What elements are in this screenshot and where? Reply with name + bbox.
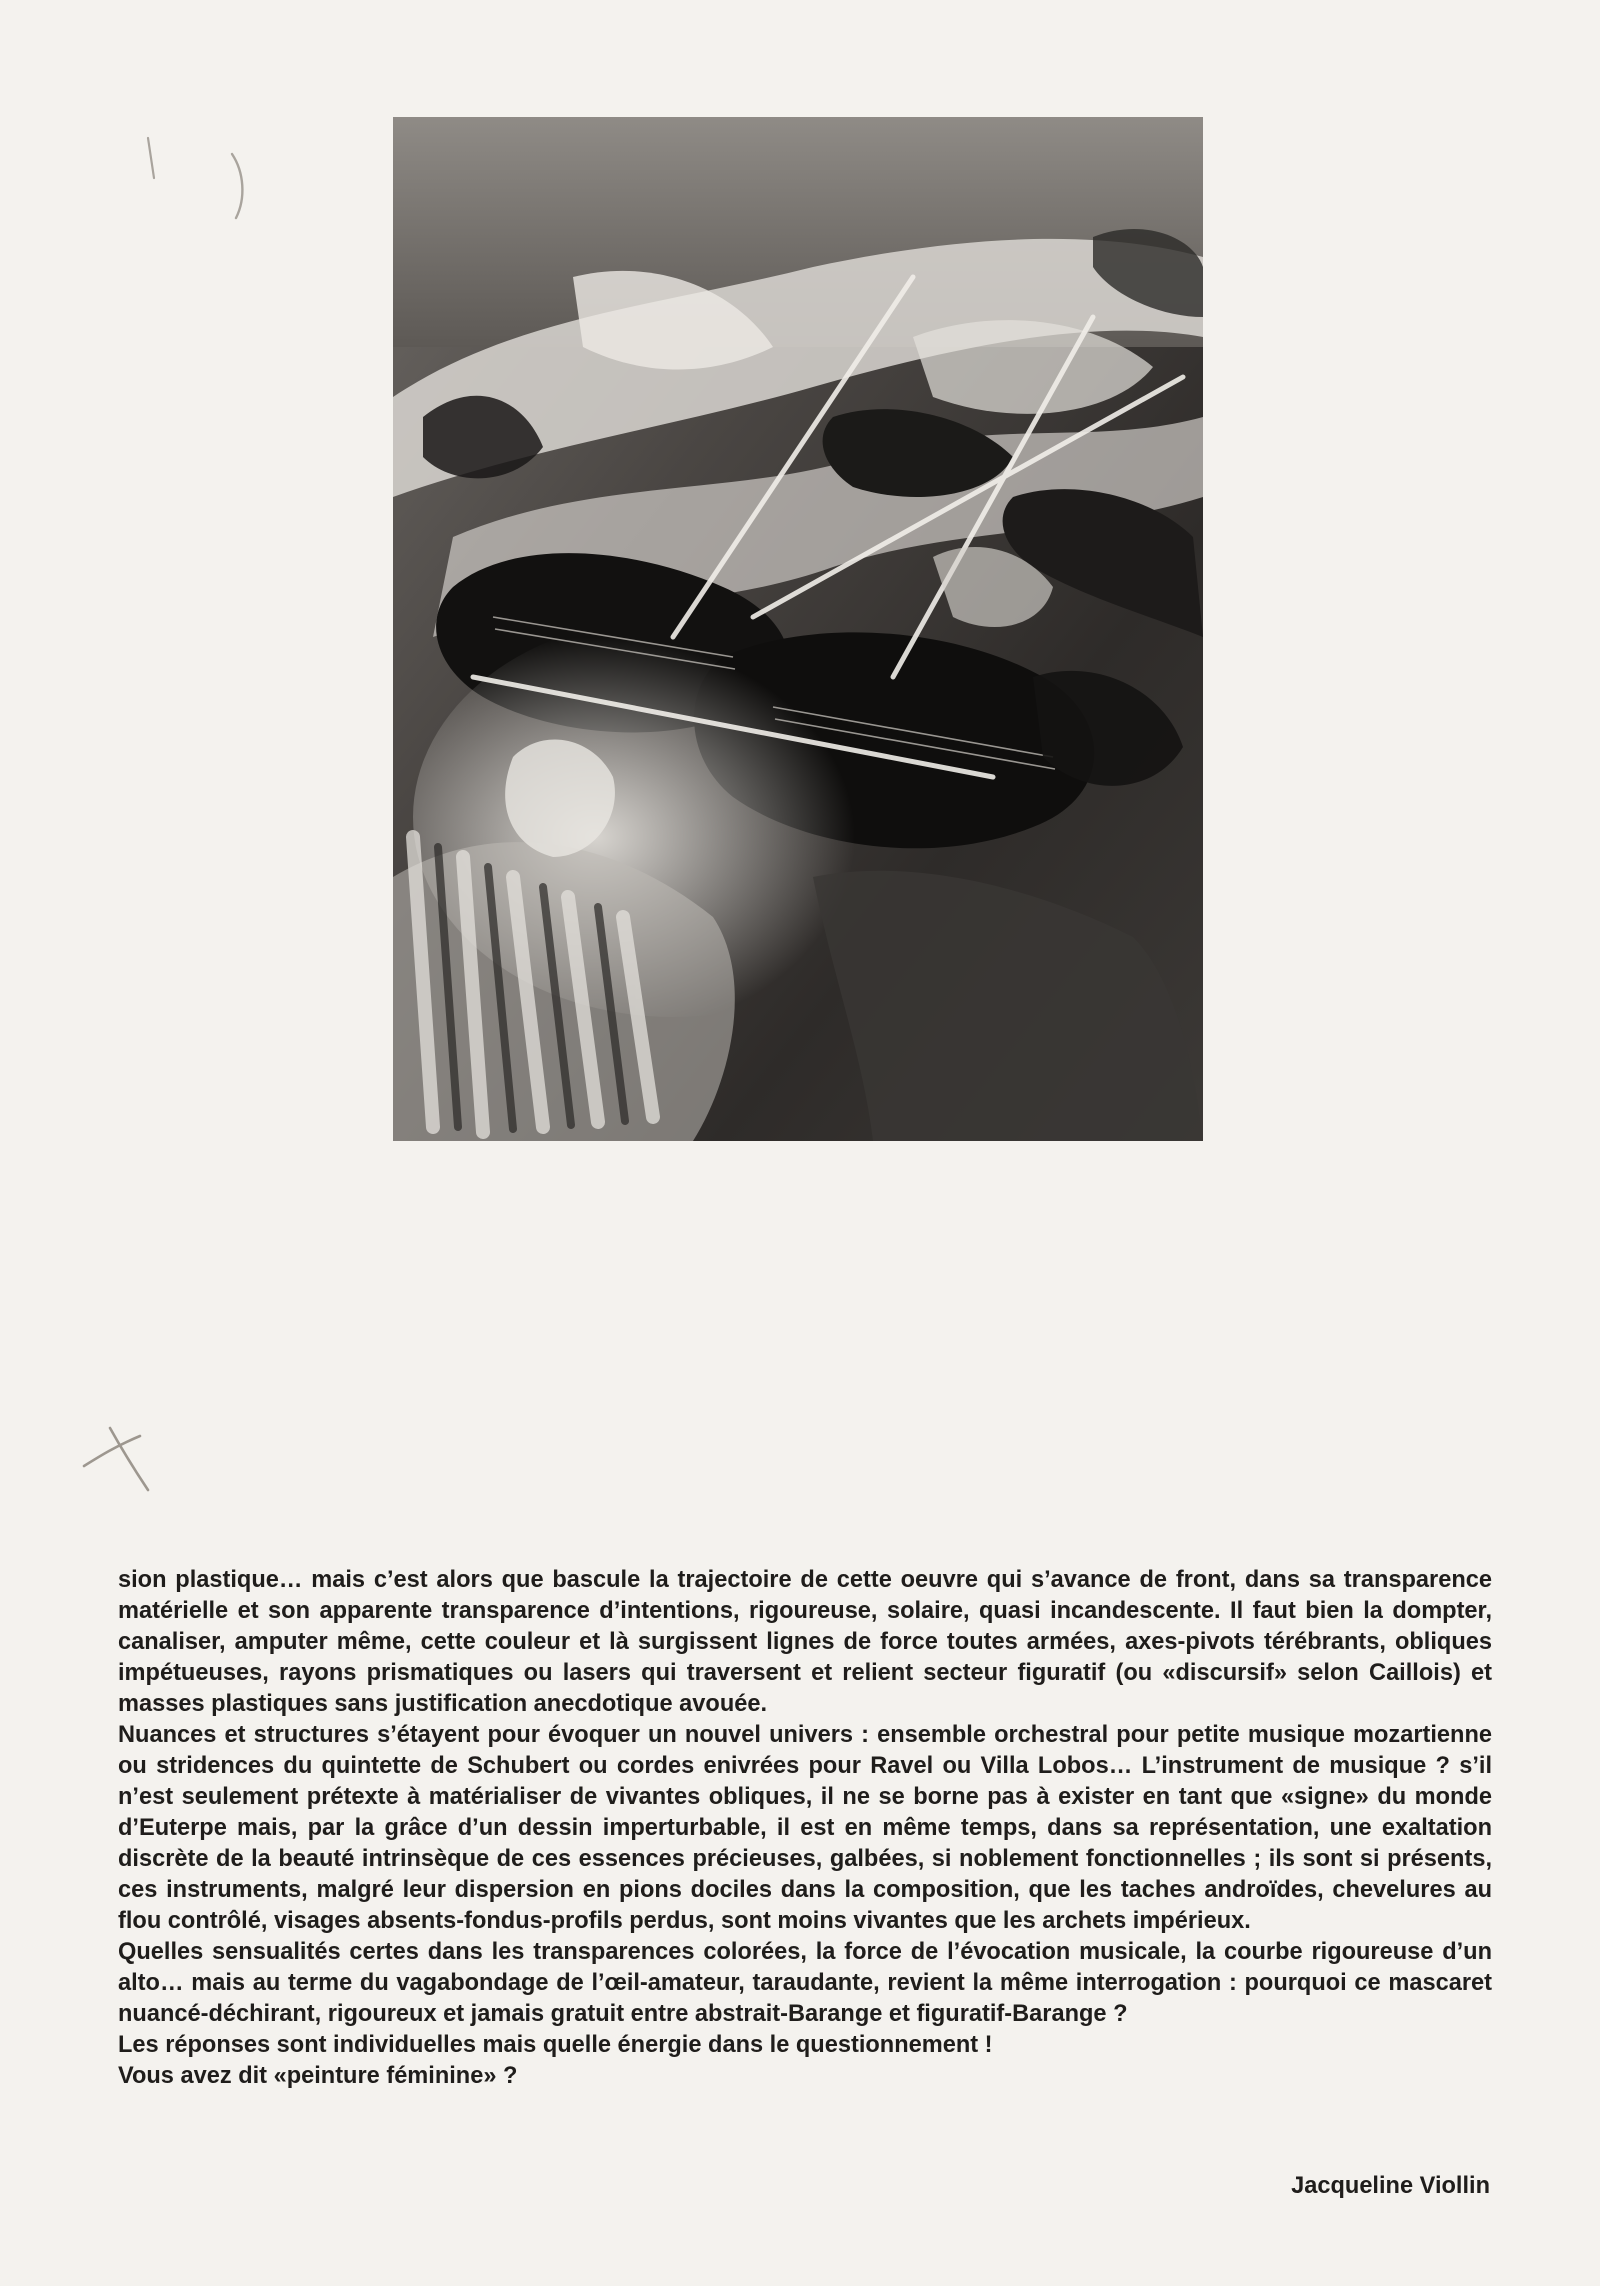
article-text <box>118 1565 1492 2092</box>
paragraph-1: sion plastique… mais c’est alors que bascule la trajectoire de cette oeuvre qui s’avance de front, dans sa transparence matérielle et son apparente transparence d’intentions, rigoureuse, solaire, quasi incandescente. Il faut bien la dompter, canaliser, amputer même, cette couleur et là surgissent lignes de force toutes armées, axes-pivots térébrants, obliques impétueuses, rayons prismatiques ou lasers qui traversent et relient secteur figuratif (ou «discursif» selon Caillois) et masses plastiques sans justification anecdotique avouée. <box>118 1567 1492 1717</box>
paragraph-4: Les réponses sont individuelles mais quelle énergie dans le questionnement ! <box>118 2032 993 2058</box>
paragraph-5: Vous avez dit «peinture féminine» ? <box>118 2063 518 2089</box>
paragraph-3: Quelles sensualités certes dans les transparences colorées, la force de l’évocation musicale, la courbe rigoureuse d’un alto… mais au terme du vagabondage de l’œil-amateur, taraudante, revient la même interrogation : pourquoi ce mascaret nuancé-déchirant, rigoureux et jamais gratuit entre abstrait-Barange et figuratif-Barange ? <box>118 1939 1492 2027</box>
pencil-bracket-mark <box>140 120 260 230</box>
pencil-x-mark <box>80 1420 170 1500</box>
painting-photograph <box>393 117 1203 1141</box>
paragraph-2: Nuances et structures s’étayent pour évoquer un nouvel univers : ensemble orchestral pour petite musique mozartienne ou stridences du quintette de Schubert ou cordes enivrées pour Ravel ou Villa Lobos… L’instrument de musique ? s’il n’est seulement prétexte à matérialiser de vivantes obliques, il ne se borne pas à exister en tant que «signe» du monde d’Euterpe mais, par la grâce d’un dessin imperturbable, il est en même temps, dans sa représentation, une exaltation discrète de la beauté intrinsèque de ces essences précieuses, galbées, si noblement fonctionnelles ; ils sont si présents, ces instruments, malgré leur dispersion en pions dociles dans la composition, que les taches androïdes, chevelures au flou contrôlé, visages absents-fondus-profils perdus, sont moins vivantes que les archets impérieux. <box>118 1722 1492 1934</box>
author-signature: Jacqueline Viollin <box>1291 2173 1490 2199</box>
